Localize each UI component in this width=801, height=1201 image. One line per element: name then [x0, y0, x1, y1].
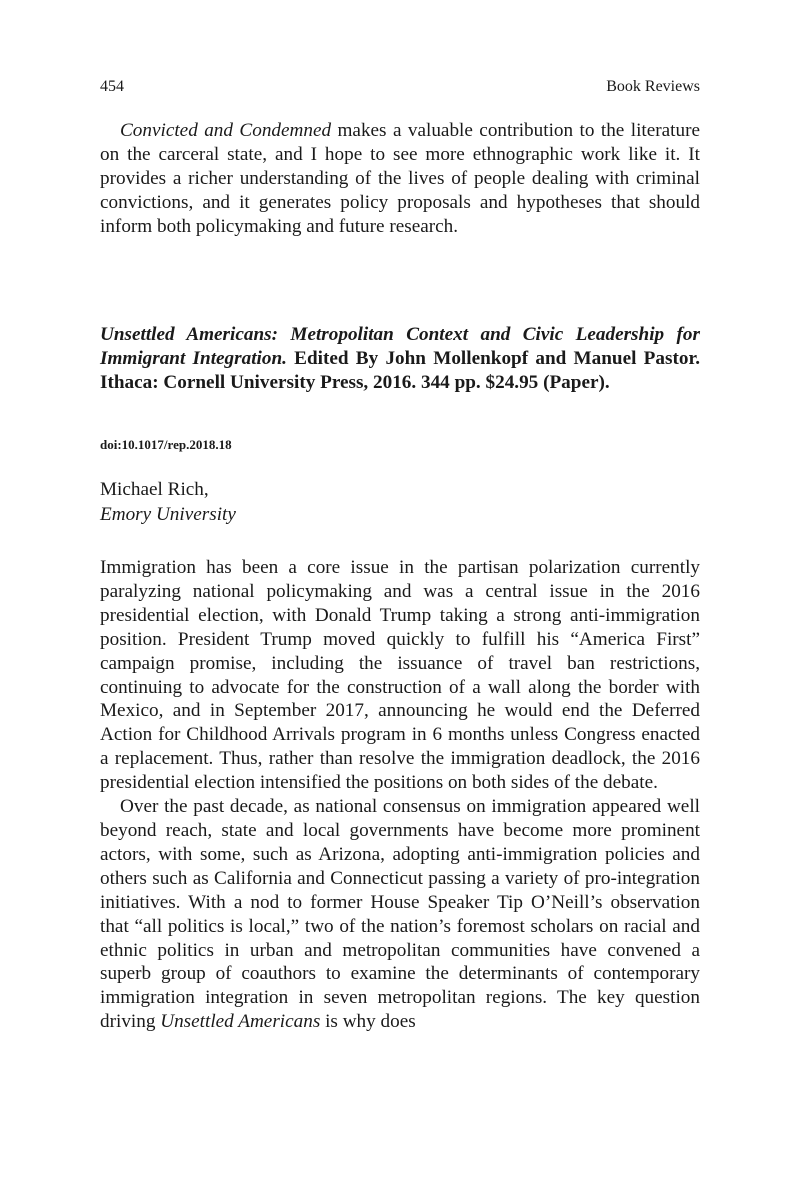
- body-paragraph-2: [100, 795, 700, 1034]
- review-body: [100, 556, 700, 1034]
- closing-text: makes a valuable contribution to the literature on the carceral state, and I hope to see more ethnographic work like it. It provides a richer understanding of the lives of people dealing with criminal convictions, and it generates policy proposals and hypotheses that should inform both policymaking and future research.: [100, 120, 700, 237]
- section-title: Book Reviews: [606, 78, 700, 95]
- reviewer-name: Michael Rich,: [100, 479, 209, 500]
- closing-paragraph: [100, 119, 700, 239]
- paragraph-2-book-title: Unsettled Americans: [160, 1011, 321, 1033]
- paragraph-2-end: is why does: [320, 1011, 416, 1033]
- book-details: Edited By John Mollenkopf and Manuel Pastor. Ithaca: Cornell University Press, 2016. 344 pp. $24.95 (Paper).: [100, 348, 700, 393]
- doi: doi:10.1017/rep.2018.18: [100, 437, 232, 452]
- review-heading: [100, 323, 700, 395]
- reviewer: [100, 477, 236, 527]
- closing-book-title: Convicted and Condemned: [120, 120, 332, 141]
- paragraph-2-text: Over the past decade, as national consensus on immigration appeared well beyond reach, state and local governments have become more prominent actors, with some, such as Arizona, adopting anti-immigration policies and others such as California and Connecticut passing a variety of pro-integration initiatives. With a nod to former House Speaker Tip O’Neill’s observation that “all politics is local,” two of the nation’s foremost scholars on racial and ethnic politics in urban and metropolitan communities have convened a superb group of coauthors to examine the determinants of contemporary immigration integration in seven metropolitan regions. The key question driving: [100, 796, 700, 1033]
- book-title: Unsettled Americans: Metropolitan Context and Civic Leadership for Immigrant Integration.: [100, 324, 700, 369]
- reviewer-affiliation: Emory University: [100, 504, 236, 525]
- previous-review-closing: [100, 119, 700, 239]
- page-number: 454: [100, 78, 124, 95]
- body-paragraph-1: Immigration has been a core issue in the partisan polarization currently paralyzing national policymaking and was a central issue in the 2016 presidential election, with Donald Trump taking a strong anti-immigration position. President Trump moved quickly to fulfill his “America First” campaign promise, including the issuance of travel ban restrictions, continuing to advocate for the construction of a wall along the border with Mexico, and in September 2017, announcing he would end the Deferred Action for Childhood Arrivals program in 6 months unless Congress enacted a replacement. Thus, rather than resolve the immigration deadlock, the 2016 presidential election intensified the positions on both sides of the debate.: [100, 557, 700, 794]
